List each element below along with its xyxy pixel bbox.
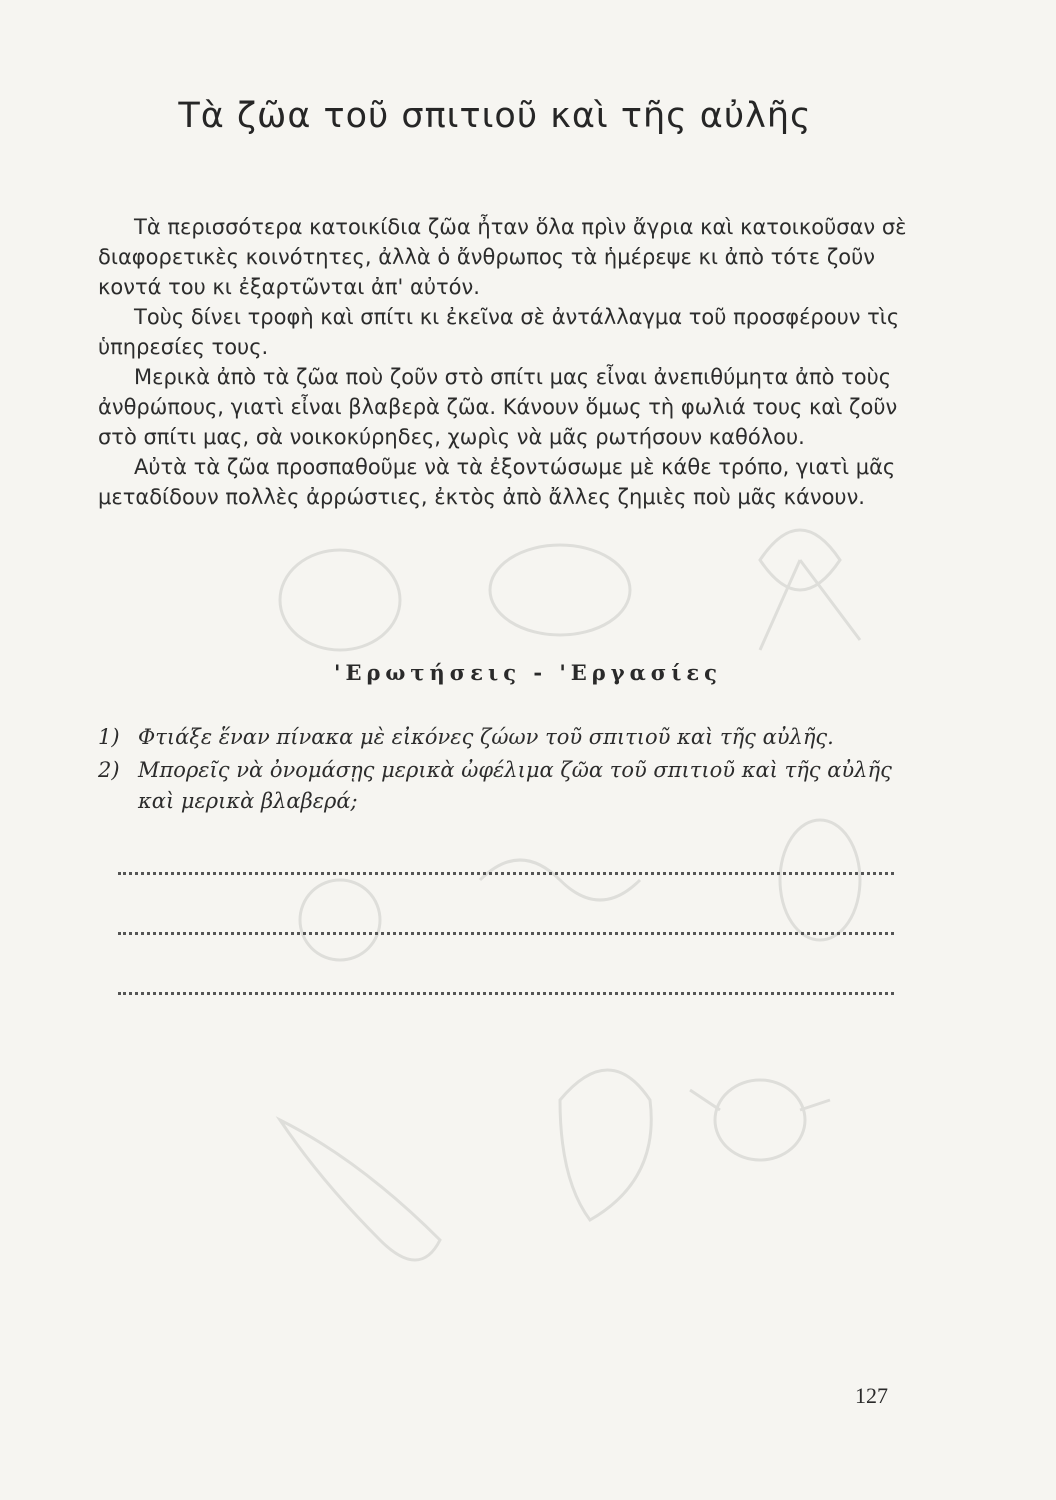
question-number: 2) [98,758,120,782]
answer-line [118,872,894,875]
paragraph: Μερικὰ ἀπὸ τὰ ζῶα ποὺ ζοῦν στὸ σπίτι μας εἶναι ἀνεπιθύμητα ἀπὸ τοὺς ἀνθρώπους, γιατὶ εἶναι βλαβερὰ ζῶα. Κάνουν ὅμως τὴ φωλιά τους καὶ ζοῦν στὸ σπίτι μας, σὰ νοικοκύρηδες, χωρὶς νὰ μᾶς ρωτήσουν καθόλου. [98,365,898,449]
page-title: Τὰ ζῶα τοῦ σπιτιοῦ καὶ τῆς αὐλῆς [178,96,812,136]
body-text [98,212,910,512]
question-item [98,722,918,753]
questions-list [98,722,918,819]
paragraph: Τὰ περισσότερα κατοικίδια ζῶα ἦταν ὅλα πρὶν ἄγρια καὶ κατοικοῦσαν σὲ διαφορετικὲς κοινότητες, ἀλλὰ ὁ ἄνθρωπος τὰ ἡμέρεψε κι ἀπὸ τότε ζοῦν κοντά του κι ἐξαρτῶνται ἀπ' αὐτόν. [98,215,907,299]
question-number: 1) [98,725,120,749]
paragraph: Αὐτὰ τὰ ζῶα προσπαθοῦμε νὰ τὰ ἐξοντώσωμε μὲ κάθε τρόπο, γιατὶ μᾶς μεταδίδουν πολλὲς ἀρρώστιες, ἐκτὸς ἀπὸ ἄλλες ζημιὲς ποὺ μᾶς κάνουν. [98,455,896,509]
question-item [98,755,918,817]
answer-line [118,932,894,935]
page-number: 127 [855,1383,888,1408]
questions-heading: 'Ερωτήσεις - 'Εργασίες [334,660,722,685]
question-text: Φτιάξε ἕναν πίνακα μὲ εἰκόνες ζώων τοῦ σπιτιοῦ καὶ τῆς αὐλῆς. [138,725,834,749]
answer-line [118,992,894,995]
paragraph: Τοὺς δίνει τροφὴ καὶ σπίτι κι ἐκεῖνα σὲ ἀντάλλαγμα τοῦ προσφέρουν τὶς ὑπηρεσίες τους. [98,305,900,359]
question-text: Μπορεῖς νὰ ὀνομάσῃς μερικὰ ὠφέλιμα ζῶα τοῦ σπιτιοῦ καὶ τῆς αὐλῆς καὶ μερικὰ βλαβερά; [138,758,892,813]
